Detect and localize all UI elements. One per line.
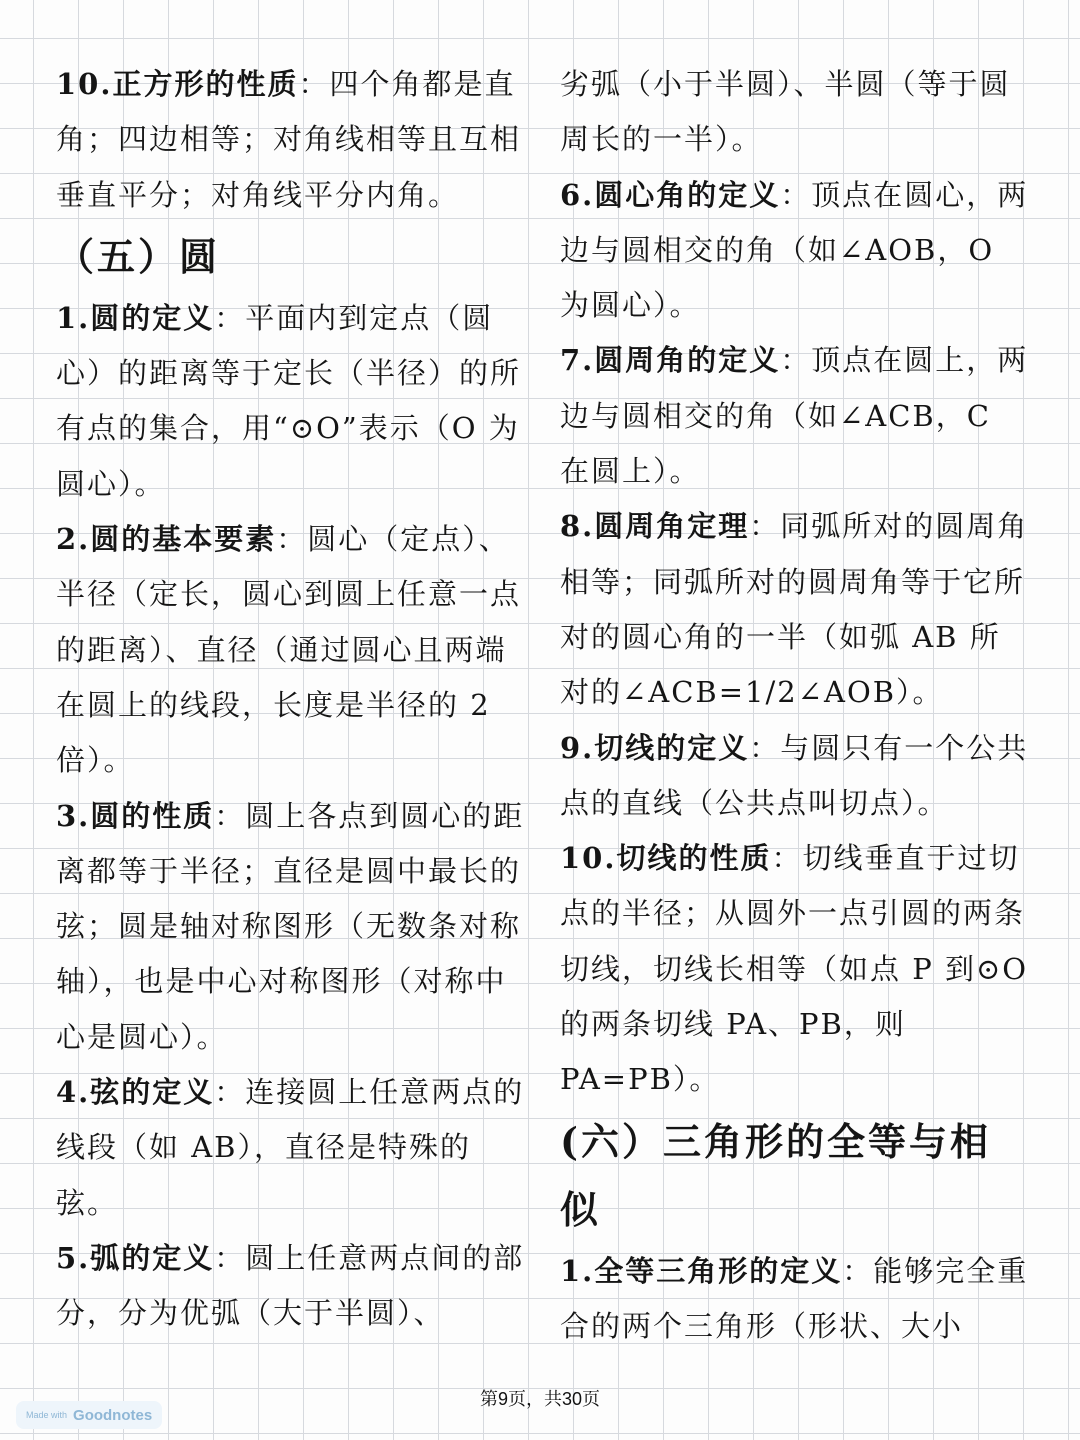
circle-definition-paragraph: [56, 291, 526, 512]
term-title: 4.弦的定义: [56, 1075, 215, 1110]
chord-definition-paragraph: [56, 1065, 526, 1231]
term-text: ：四个角都是直角；四边相等；对角线相等且互相垂直平分；对角线平分内角。: [56, 67, 522, 212]
term-title: 10.切线的性质: [560, 841, 772, 876]
tangent-definition-paragraph: [560, 721, 1030, 832]
term-title: 2.圆的基本要素: [56, 522, 277, 557]
term-text: ：圆心（定点）、半径（定长，圆心到圆上任意一点的距离）、直径（通过圆心且两端在圆上的线段，长度是半径的 2 倍）。: [56, 522, 522, 778]
watermark-brand: Goodnotes: [73, 1406, 153, 1424]
term-text: ：顶点在圆心，两边与圆相交的角（如∠AOB，O 为圆心）。: [560, 177, 1029, 323]
term-title: 5.弧的定义: [56, 1240, 215, 1275]
term-text: ：能够完全重合的两个三角形（形状、大小: [560, 1253, 1029, 1343]
term-text: ：圆上各点到圆心的距离都等于半径；直径是圆中最长的弦；圆是轴对称图形（无数条对称轴），也是中心对称图形（对称中心是圆心）。: [56, 798, 525, 1054]
watermark-made-with: Made with: [26, 1410, 68, 1420]
term-title: 1.圆的定义: [56, 300, 215, 335]
term-title: 3.圆的性质: [56, 798, 215, 833]
right-column: [560, 57, 1030, 1354]
tangent-properties-paragraph: [560, 831, 1030, 1107]
left-column: [56, 57, 526, 1342]
section-heading-triangles: (六）三角形的全等与相似: [560, 1118, 991, 1232]
term-title: 10.正方形的性质: [56, 67, 299, 101]
circle-elements-paragraph: [56, 512, 526, 788]
central-angle-paragraph: [560, 168, 1030, 334]
term-text: ：平面内到定点（圆心）的距离等于定长（半径）的所有点的集合，用“⊙O”表示（O 为圆心）。: [56, 300, 522, 501]
term-title: 8.圆周角定理: [560, 509, 750, 544]
goodnotes-watermark: [16, 1401, 162, 1429]
term-text: ：同弧所对的圆周角相等；同弧所对的圆周角等于它所对的圆心角的一半（如弧 AB 所对的∠ACB=1/2∠AOB）。: [560, 509, 1029, 710]
square-properties-paragraph: [56, 57, 526, 223]
term-title: 1.全等三角形的定义: [560, 1253, 843, 1288]
arc-definition-paragraph: [56, 1231, 526, 1342]
term-title: 9.切线的定义: [560, 730, 750, 765]
term-text: ：与圆只有一个公共点的直线（公共点叫切点）。: [560, 730, 1029, 820]
arc-definition-continued: 劣弧（小于半圆）、半圆（等于圆周长的一半）。: [560, 67, 1011, 157]
inscribed-angle-theorem-paragraph: [560, 499, 1030, 720]
section-heading-circle: （五）圆: [56, 233, 221, 279]
circle-properties-paragraph: [56, 789, 526, 1065]
term-text: ：顶点在圆上，两边与圆相交的角（如∠ACB，C 在圆上）。: [560, 343, 1029, 489]
term-text: ：连接圆上任意两点的线段（如 AB），直径是特殊的弦。: [56, 1075, 525, 1220]
congruent-triangle-definition-paragraph: [560, 1244, 1030, 1355]
term-title: 6.圆心角的定义: [560, 177, 781, 212]
term-text: ：圆上任意两点间的部分，分为优弧（大于半圆）、: [56, 1240, 525, 1331]
page-number: 第9页，共30页: [479, 1389, 601, 1409]
inscribed-angle-paragraph: [560, 333, 1030, 499]
term-title: 7.圆周角的定义: [560, 343, 781, 378]
term-text: ：切线垂直于过切点的半径；从圆外一点引圆的两条切线，切线长相等（如点 P 到⊙O 的两条切线 PA、PB，则 PA=PB）。: [560, 841, 1029, 1097]
